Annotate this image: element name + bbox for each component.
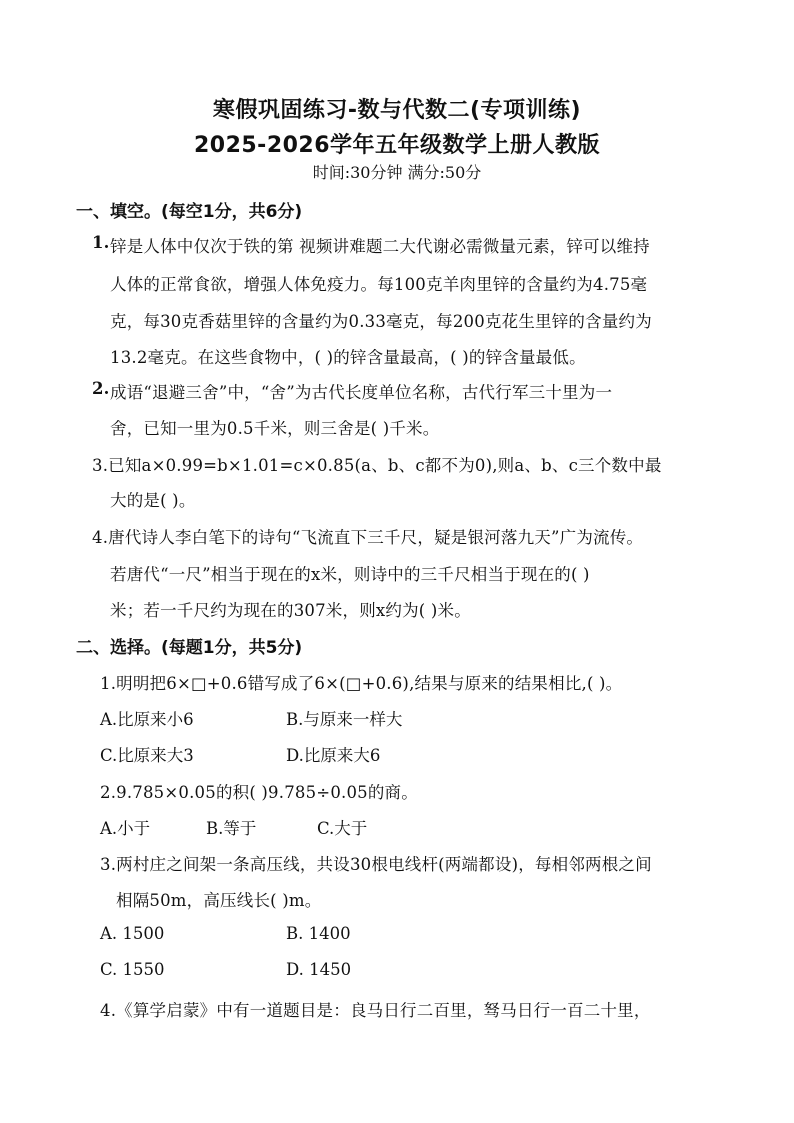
option-c: C.大于	[317, 819, 368, 838]
option-a: A.比原来小6	[100, 710, 194, 729]
section-fill-blank-heading: 一、填空。(每空1分，共6分)	[76, 202, 303, 222]
option-d: D.比原来大6	[286, 746, 381, 765]
question-text-line: 米；若一千尺约为现在的307米，则x约为( )米。	[110, 601, 471, 620]
option-c: C.比原来大3	[100, 746, 194, 765]
question-text-line: 人体的正常食欲，增强人体免疫力。每100克羊肉里锌的含量约为4.75毫	[110, 275, 648, 294]
option-d: D. 1450	[286, 960, 352, 979]
question-text-line: 3.两村庄之间架一条高压线，共设30根电线杆(两端都设)，每相邻两根之间	[100, 855, 652, 874]
question-text-line: 若唐代“一尺”相当于现在的x米，则诗中的三千尺相当于现在的( )	[110, 565, 590, 584]
question-text-line: 1.明明把6×□+0.6错写成了6×(□+0.6),结果与原来的结果相比,( )。	[100, 674, 623, 693]
question-text-line: 13.2毫克。在这些食物中，( )的锌含量最高，( )的锌含量最低。	[110, 348, 586, 367]
question-text-line: 克，每30克香菇里锌的含量约为0.33毫克，每200克花生里锌的含量约为	[110, 312, 652, 331]
question-text-line: 锌是人体中仅次于铁的第 视频讲难题二大代谢必需微量元素，锌可以维持	[110, 237, 650, 256]
option-b: B. 1400	[286, 924, 351, 943]
question-text-line: 4.唐代诗人李白笔下的诗句“飞流直下三千尺，疑是银河落九天”广为流传。	[92, 528, 644, 547]
question-number: 2.	[92, 379, 110, 398]
page-subtitle: 2025-2026学年五年级数学上册人教版	[193, 133, 601, 158]
question-text-line: 相隔50m，高压线长( )m。	[116, 891, 322, 910]
question-number: 1.	[92, 233, 110, 252]
option-b: B.等于	[206, 819, 257, 838]
option-a: A. 1500	[100, 924, 165, 943]
page-title: 寒假巩固练习-数与代数二(专项训练)	[212, 98, 582, 123]
question-text-line: 2.9.785×0.05的积( )9.785÷0.05的商。	[100, 783, 418, 802]
question-text-line: 大的是( )。	[110, 491, 196, 510]
exam-meta: 时间:30分钟 满分:50分	[312, 163, 482, 182]
option-b: B.与原来一样大	[286, 710, 403, 729]
option-a: A.小于	[100, 819, 151, 838]
question-text-line: 4.《算学启蒙》中有一道题目是：良马日行二百里，驽马日行一百二十里，	[100, 1001, 651, 1020]
question-text-line: 成语“退避三舍”中，“舍”为古代长度单位名称，古代行军三十里为一	[110, 383, 613, 402]
question-text-line: 舍，已知一里为0.5千米，则三舍是( )千米。	[110, 419, 440, 438]
question-text-line: 3.已知a×0.99=b×1.01=c×0.85(a、b、c都不为0),则a、b、c三个数中最	[92, 456, 662, 475]
section-choice-heading: 二、选择。(每题1分，共5分)	[76, 638, 303, 658]
option-c: C. 1550	[100, 960, 165, 979]
